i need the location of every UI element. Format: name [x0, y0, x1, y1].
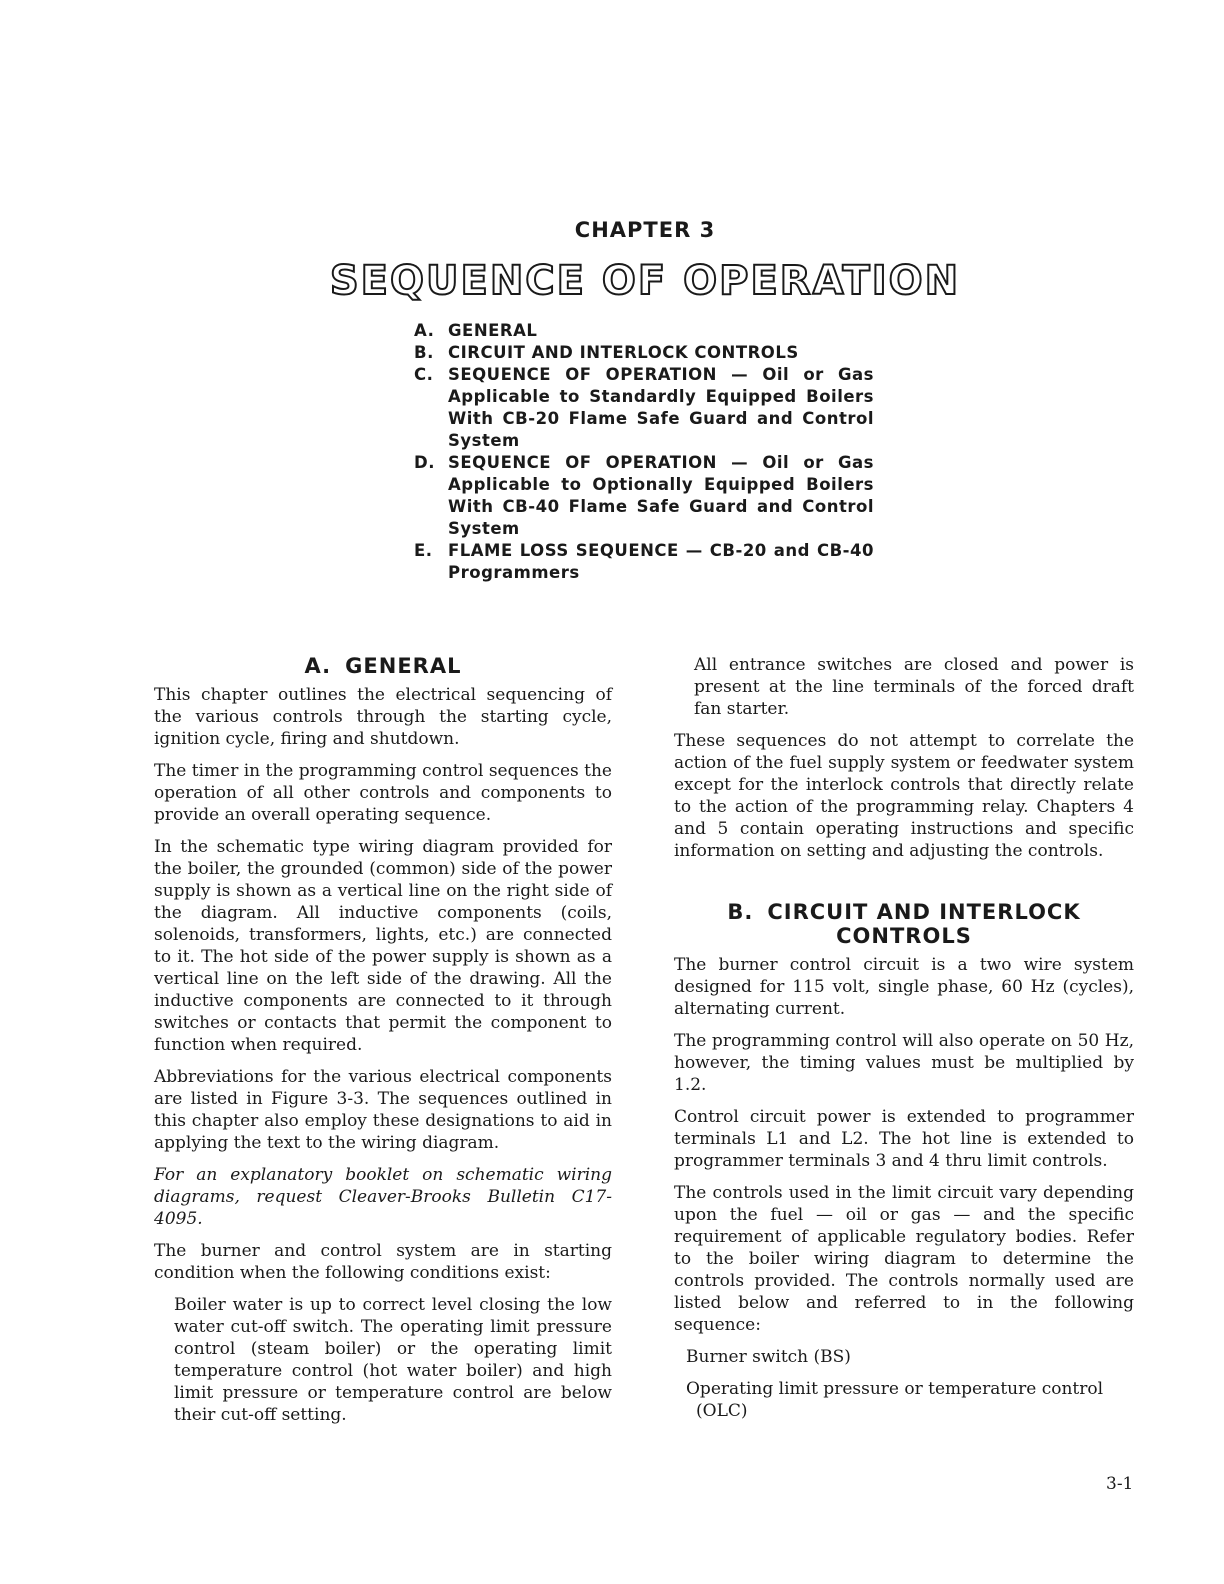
paragraph: The programming control will also operate on 50 Hz, however, the timing values must be multiplied by 1.2.: [674, 1031, 1134, 1095]
paragraph: The controls used in the limit circuit vary depending upon the fuel — oil or gas — and the specific requirement of applicable regulatory bodies. Refer to the boiler wiring diagram to determine the controls provided. The controls normally used are listed below and referred to in the following sequence:: [674, 1183, 1134, 1335]
paragraph: The burner and control system are in starting condition when the following conditions exist:: [154, 1241, 612, 1283]
paragraph: Control circuit power is extended to programmer terminals L1 and L2. The hot line is extended to programmer terminals 3 and 4 thru limit controls.: [674, 1107, 1134, 1171]
toc-letter: C.: [414, 365, 434, 384]
right-column: [674, 654, 1134, 1432]
toc-item: [414, 540, 874, 584]
toc-item: [414, 320, 874, 342]
section-a-heading: [154, 654, 612, 678]
paragraph: Abbreviations for the various electrical components are listed in Figure 3-3. The sequences outlined in this chapter also employ these designations to aid in applying the text to the wiring diagram.: [154, 1067, 612, 1153]
control-list-item: Operating limit pressure or temperature control (OLC): [686, 1379, 1104, 1421]
control-list-item: Burner switch (BS): [686, 1347, 851, 1367]
toc-letter: B.: [414, 343, 434, 362]
toc-item: [414, 342, 874, 364]
toc-letter: D.: [414, 453, 435, 472]
chapter-label: CHAPTER 3: [574, 218, 716, 242]
left-column: [154, 654, 612, 1436]
paragraph: In the schematic type wiring diagram provided for the boiler, the grounded (common) side of the power supply is shown as a vertical line on the right side of the diagram. All inductive components (coils, solenoids, transformers, lights, etc.) are connected to it. The hot side of the power supply is shown as a vertical line on the left side of the drawing. All the inductive components are connected to it through switches or contacts that permit the component to function when required.: [154, 837, 612, 1055]
section-b-title-line1: CIRCUIT AND INTERLOCK: [767, 900, 1081, 924]
section-b-heading: [674, 900, 1134, 948]
toc-text: CIRCUIT AND INTERLOCK CONTROLS: [448, 343, 799, 362]
paragraph: The burner control circuit is a two wire system designed for 115 volt, single phase, 60 Hz (cycles), alternating current.: [674, 955, 1134, 1019]
toc-letter: A.: [414, 321, 435, 340]
toc-text: GENERAL: [448, 321, 538, 340]
toc-text: FLAME LOSS SEQUENCE — CB-20 and CB-40 Programmers: [448, 541, 874, 582]
bulletin-note: For an explanatory booklet on schematic wiring diagrams, request Cleaver-Brooks Bulletin C17-4095.: [154, 1165, 612, 1229]
toc-letter: E.: [414, 541, 433, 560]
page-number: 3-1: [1106, 1474, 1134, 1494]
section-b-title-line2: CONTROLS: [836, 924, 972, 948]
chapter-title: SEQUENCE OF OPERATION: [329, 258, 961, 304]
condition-paragraph: Boiler water is up to correct level closing the low water cut-off switch. The operating limit pressure control (steam boiler) or the operating limit temperature control (hot water boiler) and high limit pressure or temperature control are below their cut-off setting.: [174, 1295, 612, 1425]
toc-item: [414, 364, 874, 452]
toc-text: SEQUENCE OF OPERATION — Oil or Gas Applicable to Standardly Equipped Boilers With CB-20 Flame Safe Guard and Control System: [448, 365, 874, 450]
paragraph: These sequences do not attempt to correlate the action of the fuel supply system or feedwater system except for the interlock controls that directly relate to the action of the programming relay. Chapters 4 and 5 contain operating instructions and specific information on setting and adjusting the controls.: [674, 731, 1134, 861]
section-b-letter: B.: [727, 900, 754, 924]
toc-text: SEQUENCE OF OPERATION — Oil or Gas Applicable to Optionally Equipped Boilers With CB-40 Flame Safe Guard and Control System: [448, 453, 874, 538]
section-a-title: GENERAL: [345, 654, 462, 678]
condition-paragraph: All entrance switches are closed and power is present at the line terminals of the forced draft fan starter.: [694, 655, 1134, 719]
paragraph: The timer in the programming control sequences the operation of all other controls and components to provide an overall operating sequence.: [154, 761, 612, 825]
toc-item: [414, 452, 874, 540]
section-a-letter: A.: [304, 654, 332, 678]
table-of-contents: [414, 320, 874, 584]
paragraph: This chapter outlines the electrical sequencing of the various controls through the starting cycle, ignition cycle, firing and shutdown.: [154, 685, 612, 749]
